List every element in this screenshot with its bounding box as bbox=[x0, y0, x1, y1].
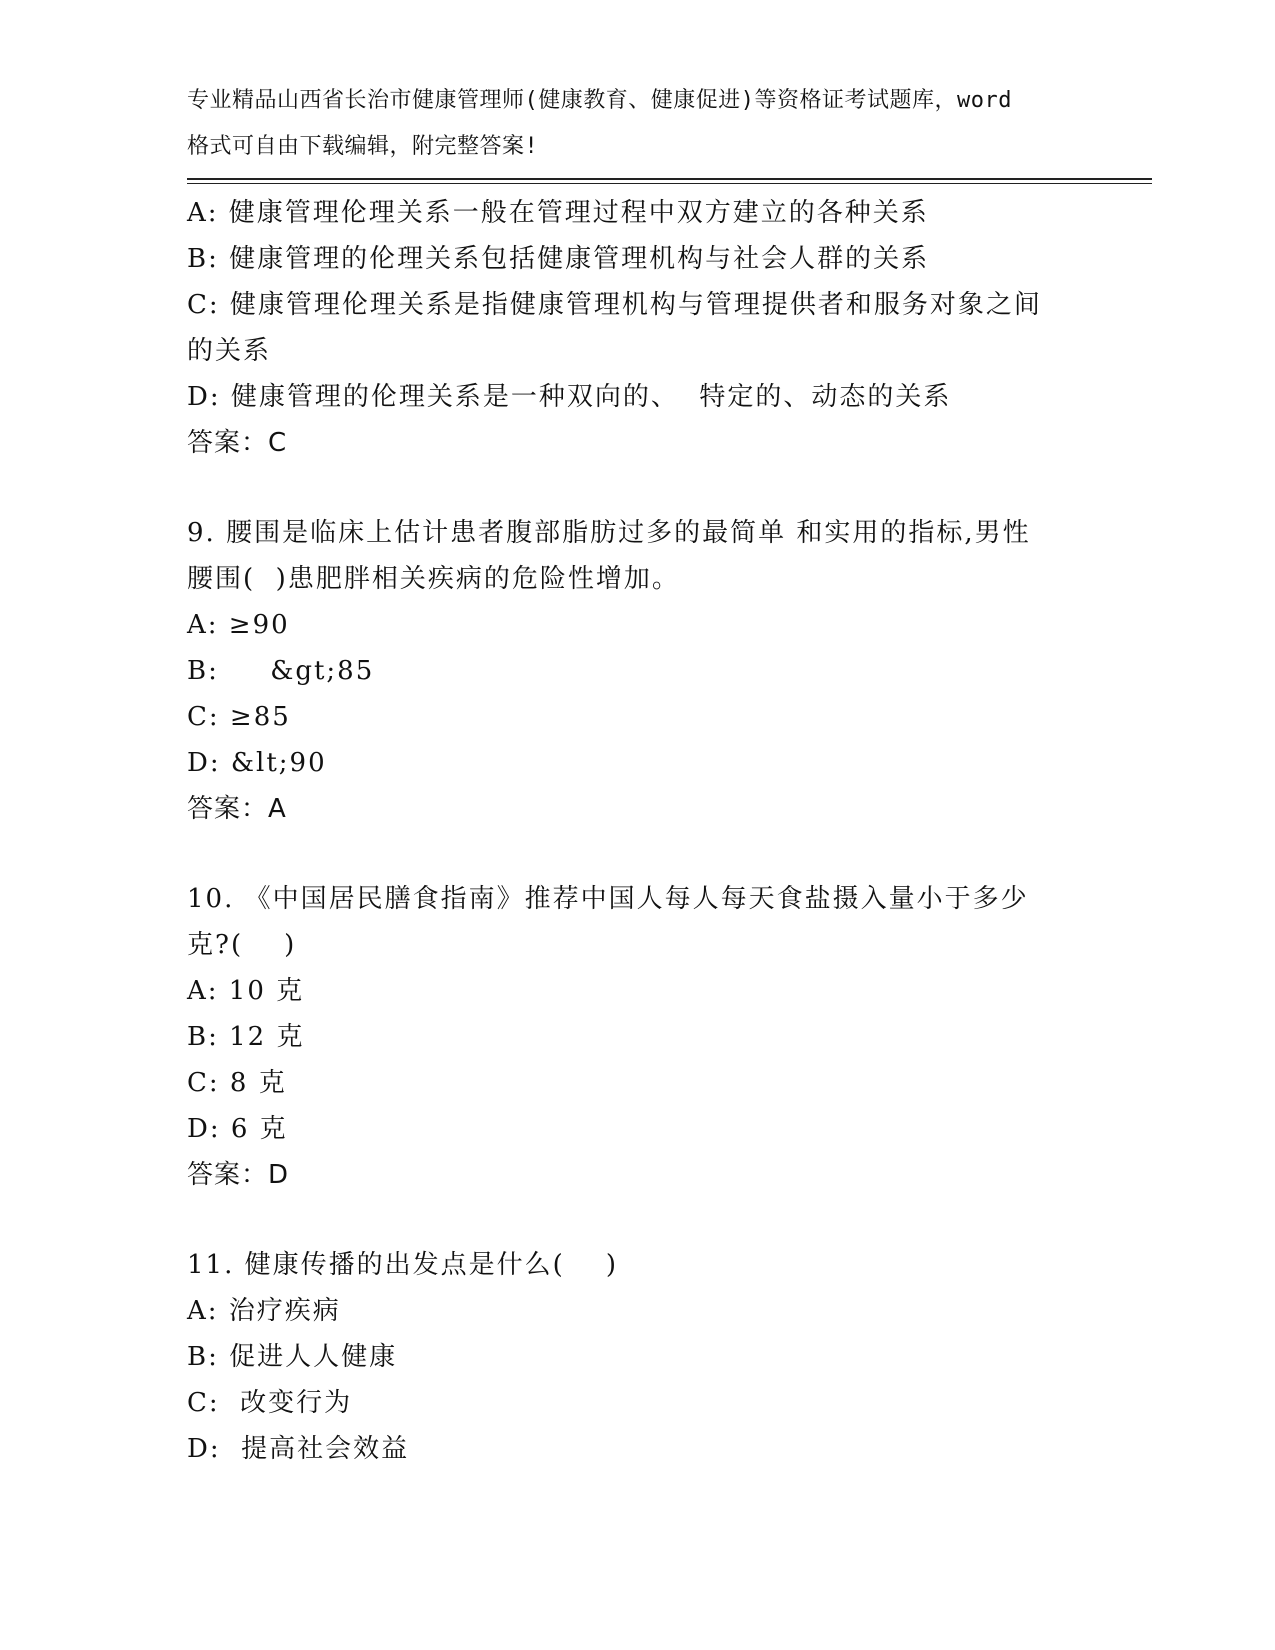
question-8 bbox=[187, 190, 1087, 466]
option-d: D: &lt;90 bbox=[187, 748, 327, 778]
spacer bbox=[187, 1198, 1087, 1242]
option-a: A: ≥90 bbox=[187, 610, 290, 640]
header-divider-thick bbox=[187, 178, 1152, 180]
answer-line: 答案：A bbox=[187, 794, 287, 824]
question-9 bbox=[187, 510, 1087, 832]
header-divider-thin bbox=[187, 183, 1152, 184]
answer-line: 答案：D bbox=[187, 1160, 290, 1190]
option-c: C: ≥85 bbox=[187, 702, 291, 732]
option-b: B: 12 克 bbox=[187, 1022, 305, 1052]
question-list bbox=[187, 190, 1087, 1472]
header-line-2: 格式可自由下载编辑，附完整答案! bbox=[187, 134, 539, 159]
question-11 bbox=[187, 1242, 1087, 1472]
option-b: B: 健康管理的伦理关系包括健康管理机构与社会人群的关系 bbox=[187, 244, 930, 274]
question-stem-continued: 腰围( )患肥胖相关疾病的危险性增加。 bbox=[187, 564, 680, 594]
answer-line: 答案：C bbox=[187, 428, 288, 458]
option-c-continued: 的关系 bbox=[187, 336, 272, 366]
option-b: B: 促进人人健康 bbox=[187, 1342, 398, 1372]
document-header bbox=[187, 78, 1087, 170]
option-c: C: 改变行为 bbox=[187, 1388, 353, 1418]
spacer bbox=[187, 466, 1087, 510]
option-d: D: 健康管理的伦理关系是一种双向的、 特定的、动态的关系 bbox=[187, 382, 952, 412]
option-d: D: 6 克 bbox=[187, 1114, 288, 1144]
question-stem: 11. 健康传播的出发点是什么( ) bbox=[187, 1250, 618, 1280]
option-d: D: 提高社会效益 bbox=[187, 1434, 410, 1464]
question-stem: 9. 腰围是临床上估计患者腹部脂肪过多的最简单 和实用的指标,男性 bbox=[187, 518, 1031, 548]
header-line-1: 专业精品山西省长治市健康管理师(健康教育、健康促进)等资格证考试题库，word bbox=[187, 88, 1012, 113]
option-a: A: 健康管理伦理关系一般在管理过程中双方建立的各种关系 bbox=[187, 198, 929, 228]
question-stem: 10. 《中国居民膳食指南》推荐中国人每人每天食盐摄入量小于多少 bbox=[187, 884, 1029, 914]
option-a: A: 10 克 bbox=[187, 976, 305, 1006]
spacer bbox=[187, 832, 1087, 876]
option-a: A: 治疗疾病 bbox=[187, 1296, 341, 1326]
question-stem-continued: 克?( ) bbox=[187, 930, 297, 960]
option-c: C: 健康管理伦理关系是指健康管理机构与管理提供者和服务对象之间 bbox=[187, 290, 1042, 320]
option-b: B: &gt;85 bbox=[187, 656, 375, 686]
option-c: C: 8 克 bbox=[187, 1068, 287, 1098]
question-10 bbox=[187, 876, 1087, 1198]
